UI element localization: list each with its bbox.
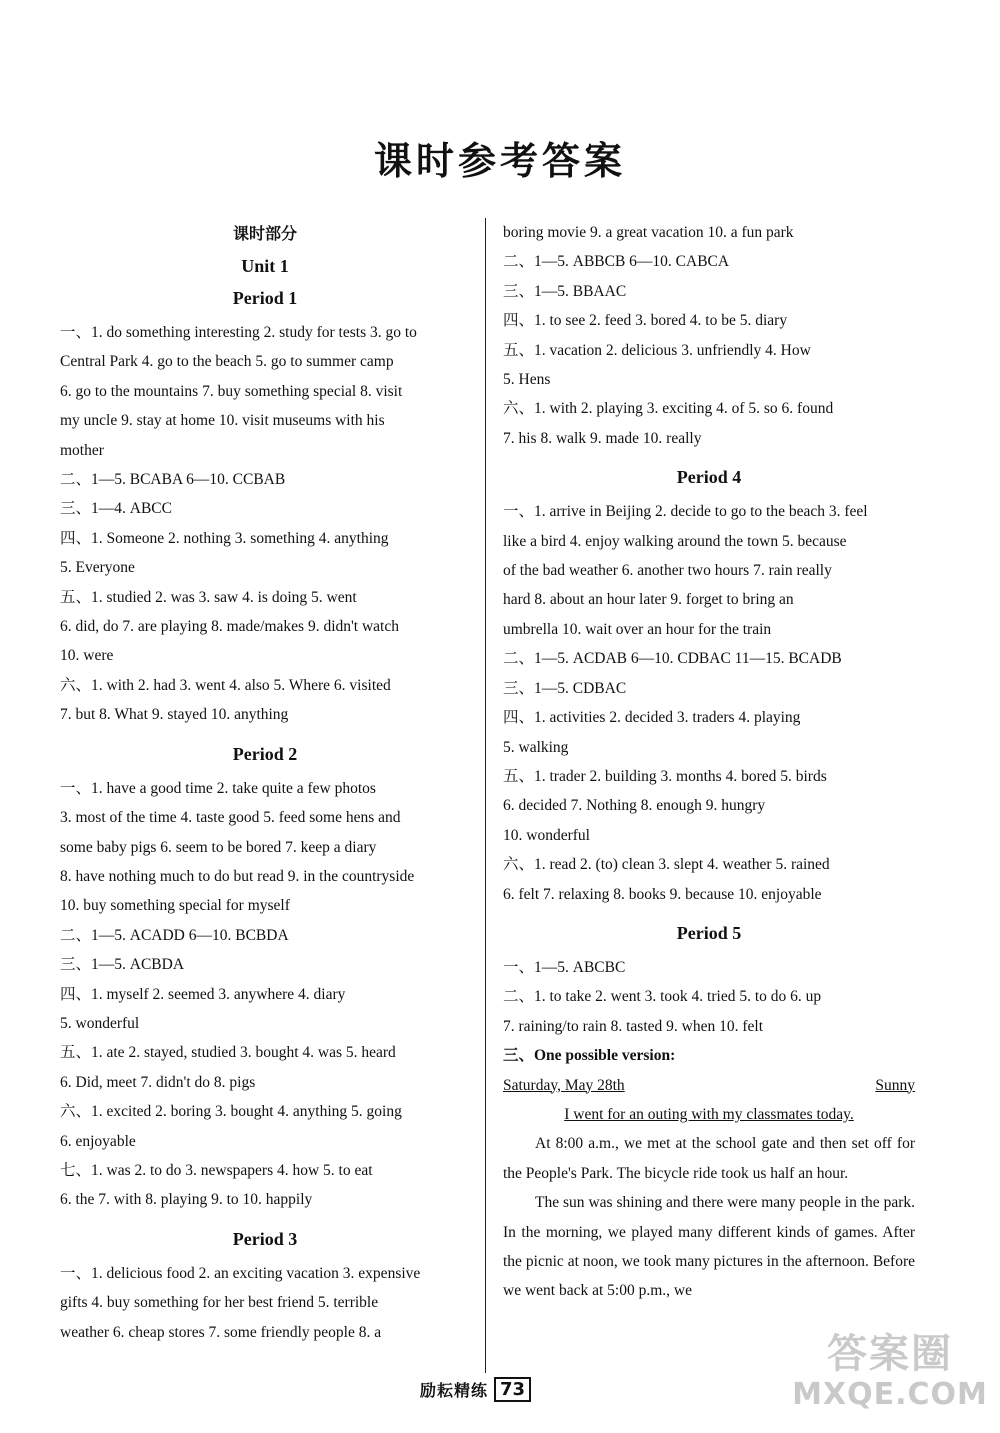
section-heading: 课时部分 — [232, 224, 297, 243]
answer-line: 6. decided 7. Nothing 8. enough 9. hungry — [503, 797, 766, 815]
answer-line: 10. wonderful — [503, 826, 590, 844]
answer-line: boring movie 9. a great vacation 10. a fun park — [503, 224, 794, 241]
answer-line: 六、1. with 2. had 3. went 4. also 5. Where 6. visited — [60, 676, 391, 694]
watermark-logo — [790, 1330, 990, 1420]
page-number: 73 — [494, 1377, 531, 1402]
answer-line: 10. buy something special for myself — [60, 897, 290, 915]
answer-line: 6. did, do 7. are playing 8. made/makes 9. didn't watch — [60, 618, 399, 636]
diary-title-row — [503, 1100, 915, 1129]
answer-line: 六、1. with 2. playing 3. exciting 4. of 5. so 6. found — [503, 400, 834, 418]
answer-line: 五、1. vacation 2. delicious 3. unfriendly 4. How — [503, 341, 811, 359]
right-column — [503, 218, 915, 1306]
answer-line: 一、1. arrive in Beijing 2. decide to go to the beach 3. feel — [503, 503, 868, 521]
answer-line: 5. walking — [503, 738, 569, 756]
answer-line: my uncle 9. stay at home 10. visit museums with his — [60, 412, 385, 430]
answer-line: some baby pigs 6. seem to be bored 7. keep a diary — [60, 838, 377, 856]
answer-line: 7. his 8. walk 9. made 10. really — [503, 429, 702, 447]
answer-line: 五、1. trader 2. building 3. months 4. bored 5. birds — [503, 767, 827, 785]
period-heading: Period 3 — [232, 1228, 298, 1249]
brand-name: 励耘精练 — [420, 1380, 489, 1400]
answer-line: 四、1. to see 2. feed 3. bored 4. to be 5. diary — [503, 312, 788, 330]
answer-line: weather 6. cheap stores 7. some friendly people 8. a — [60, 1323, 382, 1341]
answer-line: 7. raining/to rain 8. tasted 9. when 10. felt — [503, 1017, 763, 1035]
period-heading: Period 5 — [676, 922, 742, 943]
answer-line: 7. but 8. What 9. stayed 10. anything — [60, 706, 289, 724]
answer-line: 一、1. do something interesting 2. study for tests 3. go to — [60, 324, 417, 341]
period-4-answers — [503, 497, 915, 909]
diary-weather: Sunny — [875, 1076, 915, 1094]
period-heading: Period 4 — [676, 467, 742, 488]
unit-heading: Unit 1 — [241, 256, 289, 276]
answer-line: 8. have nothing much to do but read 9. in the countryside — [60, 867, 415, 885]
answer-line: 五、1. studied 2. was 3. saw 4. is doing 5. went — [60, 588, 357, 606]
answer-line: 3. most of the time 4. taste good 5. feed some hens and — [60, 809, 401, 827]
period-2-answers — [60, 774, 470, 1215]
diary-date: Saturday, May 28th — [503, 1076, 625, 1094]
period-3-answers-cont — [503, 218, 915, 453]
answer-line: 一、1. have a good time 2. take quite a few photos — [60, 779, 376, 797]
answer-line: 二、1—5. ACADD 6—10. BCBDA — [60, 926, 289, 944]
answer-line: 6. Did, meet 7. didn't do 8. pigs — [60, 1073, 256, 1091]
column-divider — [485, 218, 486, 1373]
answer-line: 三、1—5. ACBDA — [60, 956, 185, 974]
period-heading: Period 1 — [232, 288, 298, 308]
answer-line: 三、1—5. CDBAC — [503, 679, 627, 697]
answer-line: 5. wonderful — [60, 1014, 140, 1032]
answer-line: hard 8. about an hour later 9. forget to bring an — [503, 591, 794, 609]
sample-version-label: 三、One possible version: — [503, 1047, 676, 1065]
answer-line: 5. Everyone — [60, 559, 135, 577]
page-title: 课时参考答案 — [373, 139, 626, 183]
answer-line: 5. Hens — [503, 371, 551, 389]
answer-line: 二、1—5. ACDAB 6—10. CDBAC 11—15. BCADB — [503, 650, 842, 668]
answer-line: 六、1. excited 2. boring 3. bought 4. anything 5. going — [60, 1103, 402, 1121]
answer-line: 6. the 7. with 8. playing 9. to 10. happily — [60, 1191, 313, 1209]
left-column — [60, 218, 470, 1347]
answer-line: 6. enjoyable — [60, 1132, 136, 1150]
answer-line: 五、1. ate 2. stayed, studied 3. bought 4. was 5. heard — [60, 1044, 396, 1062]
answer-line: 四、1. myself 2. seemed 3. anywhere 4. diary — [60, 985, 346, 1003]
answer-line: 6. go to the mountains 7. buy something special 8. visit — [60, 382, 403, 400]
answer-line: 六、1. read 2. (to) clean 3. slept 4. weather 5. rained — [503, 856, 830, 874]
period-3-answers — [60, 1259, 470, 1347]
answer-line: 三、1—5. BBAAC — [503, 282, 627, 300]
diary-paragraph: At 8:00 a.m., we met at the school gate and then set off for the People's Park. The bicycle ride took us half an hour. — [503, 1135, 915, 1182]
answer-line: 一、1—5. ABCBC — [503, 958, 626, 976]
period-1-answers — [60, 318, 470, 730]
diary-header — [503, 1071, 915, 1100]
answer-line: 四、1. Someone 2. nothing 3. something 4. anything — [60, 529, 389, 547]
answer-line: 一、1. delicious food 2. an exciting vacation 3. expensive — [60, 1264, 421, 1282]
answer-line: like a bird 4. enjoy walking around the town 5. because — [503, 532, 847, 550]
answer-line: 10. were — [60, 647, 114, 665]
answer-line: umbrella 10. wait over an hour for the train — [503, 620, 772, 638]
answer-line: 三、1—4. ABCC — [60, 500, 172, 518]
period-5-answers — [503, 953, 915, 1041]
answer-line: 四、1. activities 2. decided 3. traders 4. playing — [503, 709, 801, 727]
answer-line: Central Park 4. go to the beach 5. go to summer camp — [60, 353, 394, 371]
period-heading: Period 2 — [232, 743, 298, 764]
page-footer — [420, 1372, 570, 1406]
answer-line: 二、1—5. BCABA 6—10. CCBAB — [60, 471, 286, 489]
diary-title: I went for an outing with my classmates today. — [564, 1105, 854, 1123]
answer-line: gifts 4. buy something for her best friend 5. terrible — [60, 1294, 379, 1312]
answer-line: 七、1. was 2. to do 3. newspapers 4. how 5. to eat — [60, 1161, 373, 1179]
answer-line: of the bad weather 6. another two hours 7. rain really — [503, 562, 832, 580]
watermark-text: 答案圈 — [827, 1331, 953, 1377]
diary-paragraph: The sun was shining and there were many people in the park. In the morning, we played many different kinds of games. After the picnic at noon, we took many pictures in the afternoon. Before we went back at 5:00 p.m., we — [503, 1194, 915, 1300]
answer-line: 6. felt 7. relaxing 8. books 9. because 10. enjoyable — [503, 885, 822, 903]
answer-line: mother — [60, 441, 104, 459]
answer-line: 二、1. to take 2. went 3. took 4. tried 5. to do 6. up — [503, 988, 822, 1006]
watermark-url: MXQE.COM — [792, 1377, 988, 1412]
answer-line: 二、1—5. ABBCB 6—10. CABCA — [503, 253, 730, 271]
